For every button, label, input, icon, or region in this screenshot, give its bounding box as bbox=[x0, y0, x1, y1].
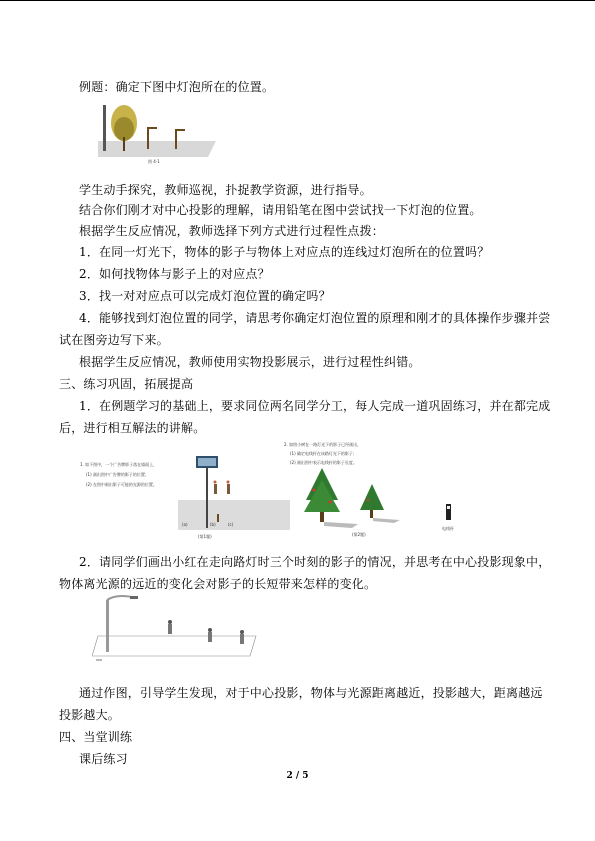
small-tree-trunk bbox=[370, 510, 373, 518]
figure-billboard-exercise bbox=[80, 452, 290, 544]
figure-tree-shadow-exercise bbox=[284, 438, 474, 538]
fig1-caption: 图 4-1 bbox=[148, 159, 160, 164]
walk-ground bbox=[92, 636, 256, 656]
conclusion-line-b: 投影越大。 bbox=[59, 708, 121, 722]
exercise-2-line-b: 物体离光源的远近的变化会对影子的长短带来怎样的变化。 bbox=[59, 577, 377, 591]
q1-label-c: (c) bbox=[228, 522, 234, 527]
billboard-pole bbox=[206, 468, 208, 528]
q2-pole-label: 电线杆 bbox=[442, 526, 454, 531]
paragraph-feedback: 根据学生反应情况，教师使用实物投影展示，进行过程性纠错。 bbox=[79, 355, 421, 369]
q1-caption: (第1题) bbox=[198, 534, 212, 539]
person-mid bbox=[208, 628, 212, 642]
figure-tree-lamp bbox=[98, 101, 218, 165]
question-2: 2．如何找物体与影子上的对应点？ bbox=[79, 267, 270, 281]
question-3: 3．找一对对应点可以完成灯泡位置的确定吗？ bbox=[79, 289, 331, 303]
section-4-heading: 四、当堂训练 bbox=[59, 730, 133, 744]
paragraph-3: 根据学生反应情况，教师选择下列方式进行过程性点拨： bbox=[79, 224, 385, 238]
exercise-2-line-a: 2．请同学们画出小红在走向路灯时三个时刻的影子的情况，并思考在中心投影现象中， bbox=[79, 555, 551, 569]
homework-label: 课后练习 bbox=[79, 752, 128, 766]
big-tree-ornament bbox=[329, 501, 332, 504]
page-number: 2 / 5 bbox=[286, 771, 309, 781]
exercise-1-line-a: 1．在例题学习的基础上，要求同位两名同学分工，每人完成一道巩固练习，并在都完成 bbox=[79, 399, 551, 413]
exercise-1-line-b: 后，进行相互解法的讲解。 bbox=[59, 421, 206, 435]
q2-line1: 2. 如图小树在一路灯光下的影子已经画出， bbox=[284, 442, 362, 447]
q1-person-a bbox=[214, 484, 217, 494]
q1-line3: (2) 在图中画出影子可能的光源的位置。 bbox=[86, 482, 157, 487]
small-tree-ornament bbox=[367, 499, 369, 501]
paragraph-2: 结合你们刚才对中心投影的理解，请用铅笔在图中尝试找一下灯泡的位置。 bbox=[79, 203, 482, 217]
example-heading: 例题：确定下图中灯泡所在的位置。 bbox=[79, 80, 275, 94]
q1-line1: 1. 如下图中，一个广告牌影子落在墙面上， bbox=[80, 462, 158, 467]
pole-a bbox=[147, 127, 149, 149]
small-tree-top bbox=[360, 484, 384, 510]
small-tree-shadow bbox=[373, 518, 400, 523]
question-4-cont: 试在图旁边写下来。 bbox=[59, 333, 169, 347]
q2-caption: (第2题) bbox=[352, 532, 366, 537]
conclusion-line-a: 通过作图，引导学生发现，对于中心投影，物体与光源距离越近，投影越大，距离越远 bbox=[79, 686, 543, 700]
q1-line2: (1) 画出图中广告牌的影子的位置； bbox=[86, 472, 149, 477]
lamp-pole bbox=[103, 105, 106, 151]
big-tree-trunk bbox=[320, 512, 324, 522]
section-3-heading: 三、练习巩固，拓展提高 bbox=[59, 377, 194, 391]
pole-b-arm bbox=[175, 129, 185, 131]
street-lamp-head bbox=[130, 596, 138, 599]
q1-person-b-head bbox=[227, 481, 230, 484]
q1-person-b bbox=[227, 484, 230, 494]
pole-a-arm bbox=[147, 127, 157, 129]
big-tree-shadow bbox=[324, 522, 358, 528]
page-top-rule bbox=[0, 0, 595, 1]
figure-streetlamp-walk bbox=[92, 592, 262, 664]
q2-line2: (1) 确定电线杆在该路灯光下的影子； bbox=[290, 451, 357, 456]
big-tree-ornament bbox=[313, 489, 316, 492]
q1-label-a: (a) bbox=[182, 522, 188, 527]
q1-ground bbox=[178, 500, 290, 530]
ground-plane bbox=[98, 141, 216, 157]
q1-label-b: (b) bbox=[210, 522, 216, 527]
q1-person-a-head bbox=[214, 481, 217, 484]
paragraph-1: 学生动手探究，教师巡视，扑捉教学资源，进行指导。 bbox=[79, 183, 372, 197]
billboard-face bbox=[198, 458, 216, 466]
electric-pole-mark bbox=[447, 506, 450, 509]
pole-b bbox=[175, 129, 177, 149]
q2-line3: (2) 画出图中表示电线杆的影子长度。 bbox=[290, 460, 357, 465]
question-4: 4．能够找到灯泡位置的同学，请思考你确定灯泡位置的原理和刚才的具体操作步骤并尝 bbox=[79, 311, 551, 325]
person-near bbox=[168, 620, 172, 634]
q1-post bbox=[217, 514, 219, 522]
tree-trunk bbox=[123, 137, 125, 151]
street-lamp-arm bbox=[107, 596, 132, 600]
street-lamp-pole bbox=[106, 600, 109, 652]
question-1: 1．在同一灯光下，物体的影子与物体上对应点的连线过灯泡所在的位置吗？ bbox=[79, 245, 490, 259]
person-far bbox=[240, 630, 244, 644]
